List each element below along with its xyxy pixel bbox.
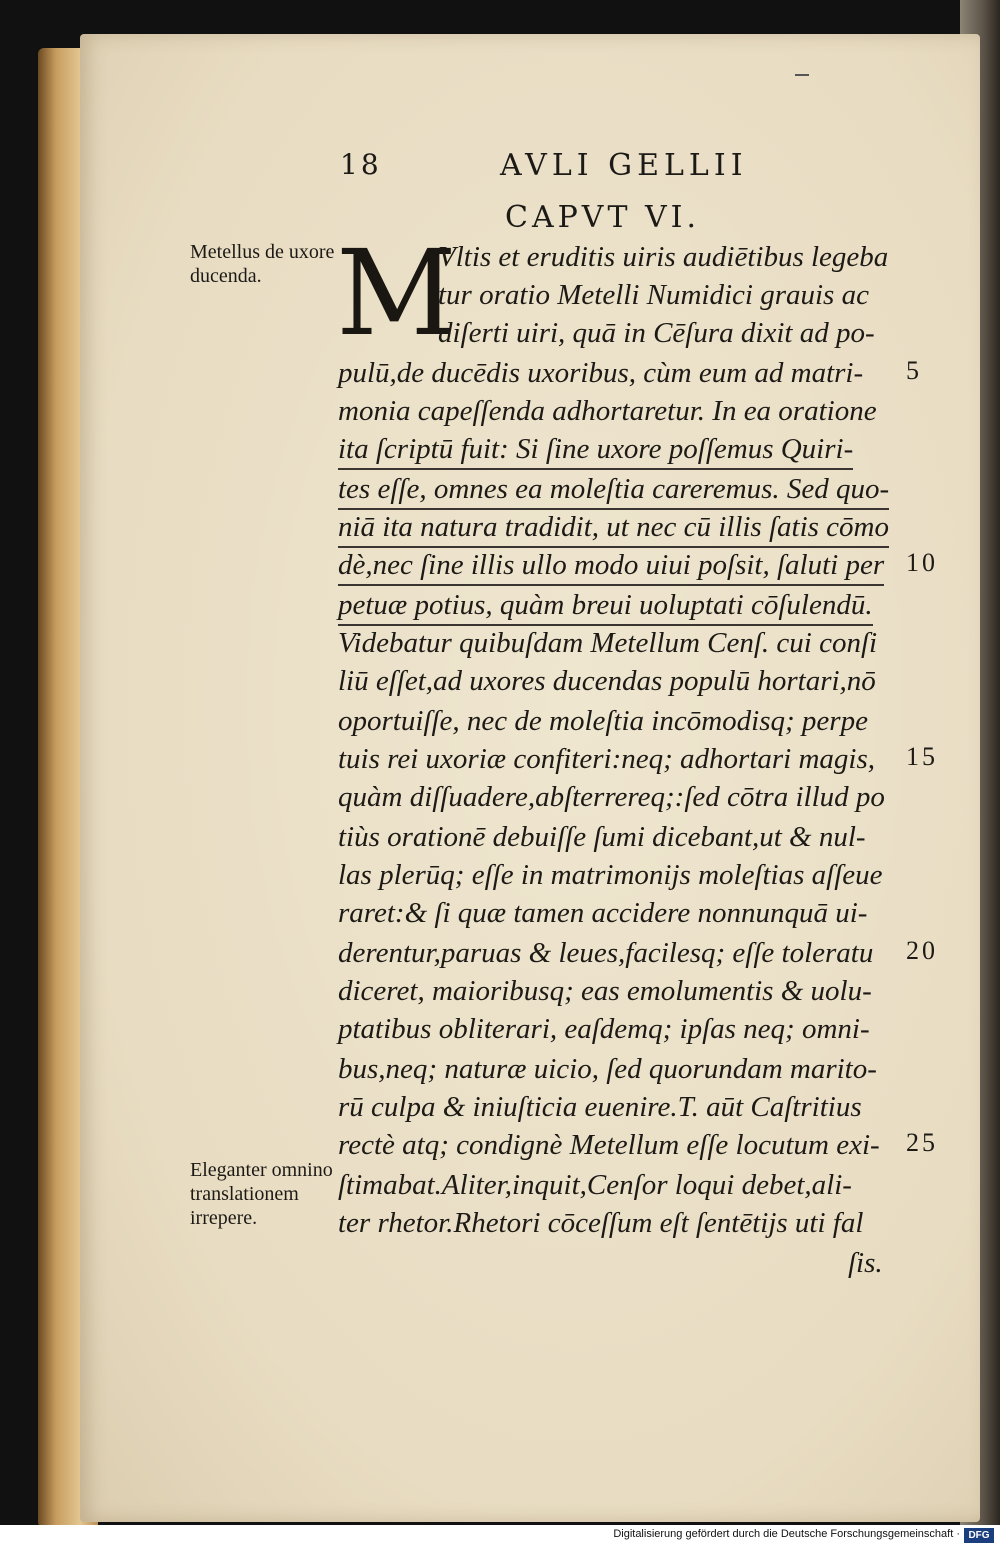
text-line: tes eſſe, omnes ea moleſtia careremus. Sed quo-: [338, 470, 889, 510]
footer-credit: Digitalisierung gefördert durch die Deutsche Forschungsgemeinschaft ·: [613, 1528, 960, 1540]
text-line: bus,neq; naturæ uicio, ſed quorundam marito-: [338, 1053, 877, 1085]
text-line: petuæ potius, quàm breui uoluptati cōſulendū.: [338, 586, 873, 626]
text-line: raret:& ſi quæ tamen accidere nonnunquā ui-: [338, 897, 868, 929]
text-line: Videbatur quibuſdam Metellum Cenſ. cui conſi: [338, 627, 878, 659]
text-line: rū culpa & iniuſticia euenire.T. aūt Caſtritius: [338, 1091, 862, 1123]
page-mark: [795, 74, 809, 76]
text-line: ſtimabat.Aliter,inquit,Cenſor loqui debet,ali-: [338, 1169, 852, 1201]
text-line: liū eſſet,ad uxores ducendas populū hortari,nō: [338, 665, 876, 697]
footer-strip: [0, 1525, 1000, 1547]
chapter-title: CAPVT VI.: [505, 200, 701, 235]
page-header: [340, 148, 770, 188]
text-line: ſis.: [848, 1247, 883, 1279]
line-number: 25: [906, 1128, 938, 1157]
text-line: derentur,paruas & leues,facilesq; eſſe toleratu: [338, 937, 874, 969]
text-line: oportuiſſe, nec de moleſtia incōmodisq; perpe: [338, 705, 868, 737]
text-line: tiùs orationē debuiſſe ſumi dicebant,ut & nul-: [338, 821, 866, 853]
text-line: quàm diſſuadere,abſterrereq;:ſed cōtra illud po: [338, 781, 885, 813]
text-line: diceret, maioribusq; eas emolumentis & uolu-: [338, 975, 872, 1007]
text-line: Vltis et eruditis uiris audiētibus legeba: [438, 241, 889, 273]
margin-note-eleganter: Eleganter omnino translationem irrepere.: [190, 1159, 333, 1229]
line-number: 20: [906, 936, 938, 965]
text-line: rectè atq; condignè Metellum eſſe locutum exi-: [338, 1129, 880, 1161]
text-line: dè,nec ſine illis ullo modo uiui poſsit, ſaluti per: [338, 546, 884, 586]
text-line: niā ita natura tradidit, ut nec cū illis ſatis cōmo: [338, 508, 889, 548]
text-line: las plerūq; eſſe in matrimonijs moleſtias aſſeue: [338, 859, 883, 891]
drop-cap: M: [336, 224, 457, 362]
text-line: diſerti uiri, quā in Cēſura dixit ad po-: [438, 317, 875, 349]
margin-note-metellus: Metellus de uxore ducenda.: [190, 241, 335, 287]
text-line: monia capeſſenda adhortaretur. In ea oratione: [338, 395, 877, 427]
line-number: 5: [906, 356, 922, 385]
text-line: ita ſcriptū fuit: Si ſine uxore poſſemus Quiri-: [338, 430, 853, 470]
text-line: pulū,de ducēdis uxoribus, cùm eum ad matri-: [338, 357, 864, 389]
page-number: 18: [340, 148, 382, 181]
dfg-logo-icon: DFG: [964, 1528, 994, 1543]
text-line: tur oratio Metelli Numidici grauis ac: [438, 279, 869, 311]
text-line: ptatibus obliterari, eaſdemq; ipſas neq; omni-: [338, 1013, 870, 1045]
line-number: 10: [906, 548, 938, 577]
line-number: 15: [906, 742, 938, 771]
text-line: tuis rei uxoriæ confiteri:neq; adhortari magis,: [338, 743, 876, 775]
running-title: AVLI GELLII: [500, 148, 748, 183]
text-line: ter rhetor.Rhetori cōceſſum eſt ſentētijs uti fal: [338, 1207, 864, 1239]
